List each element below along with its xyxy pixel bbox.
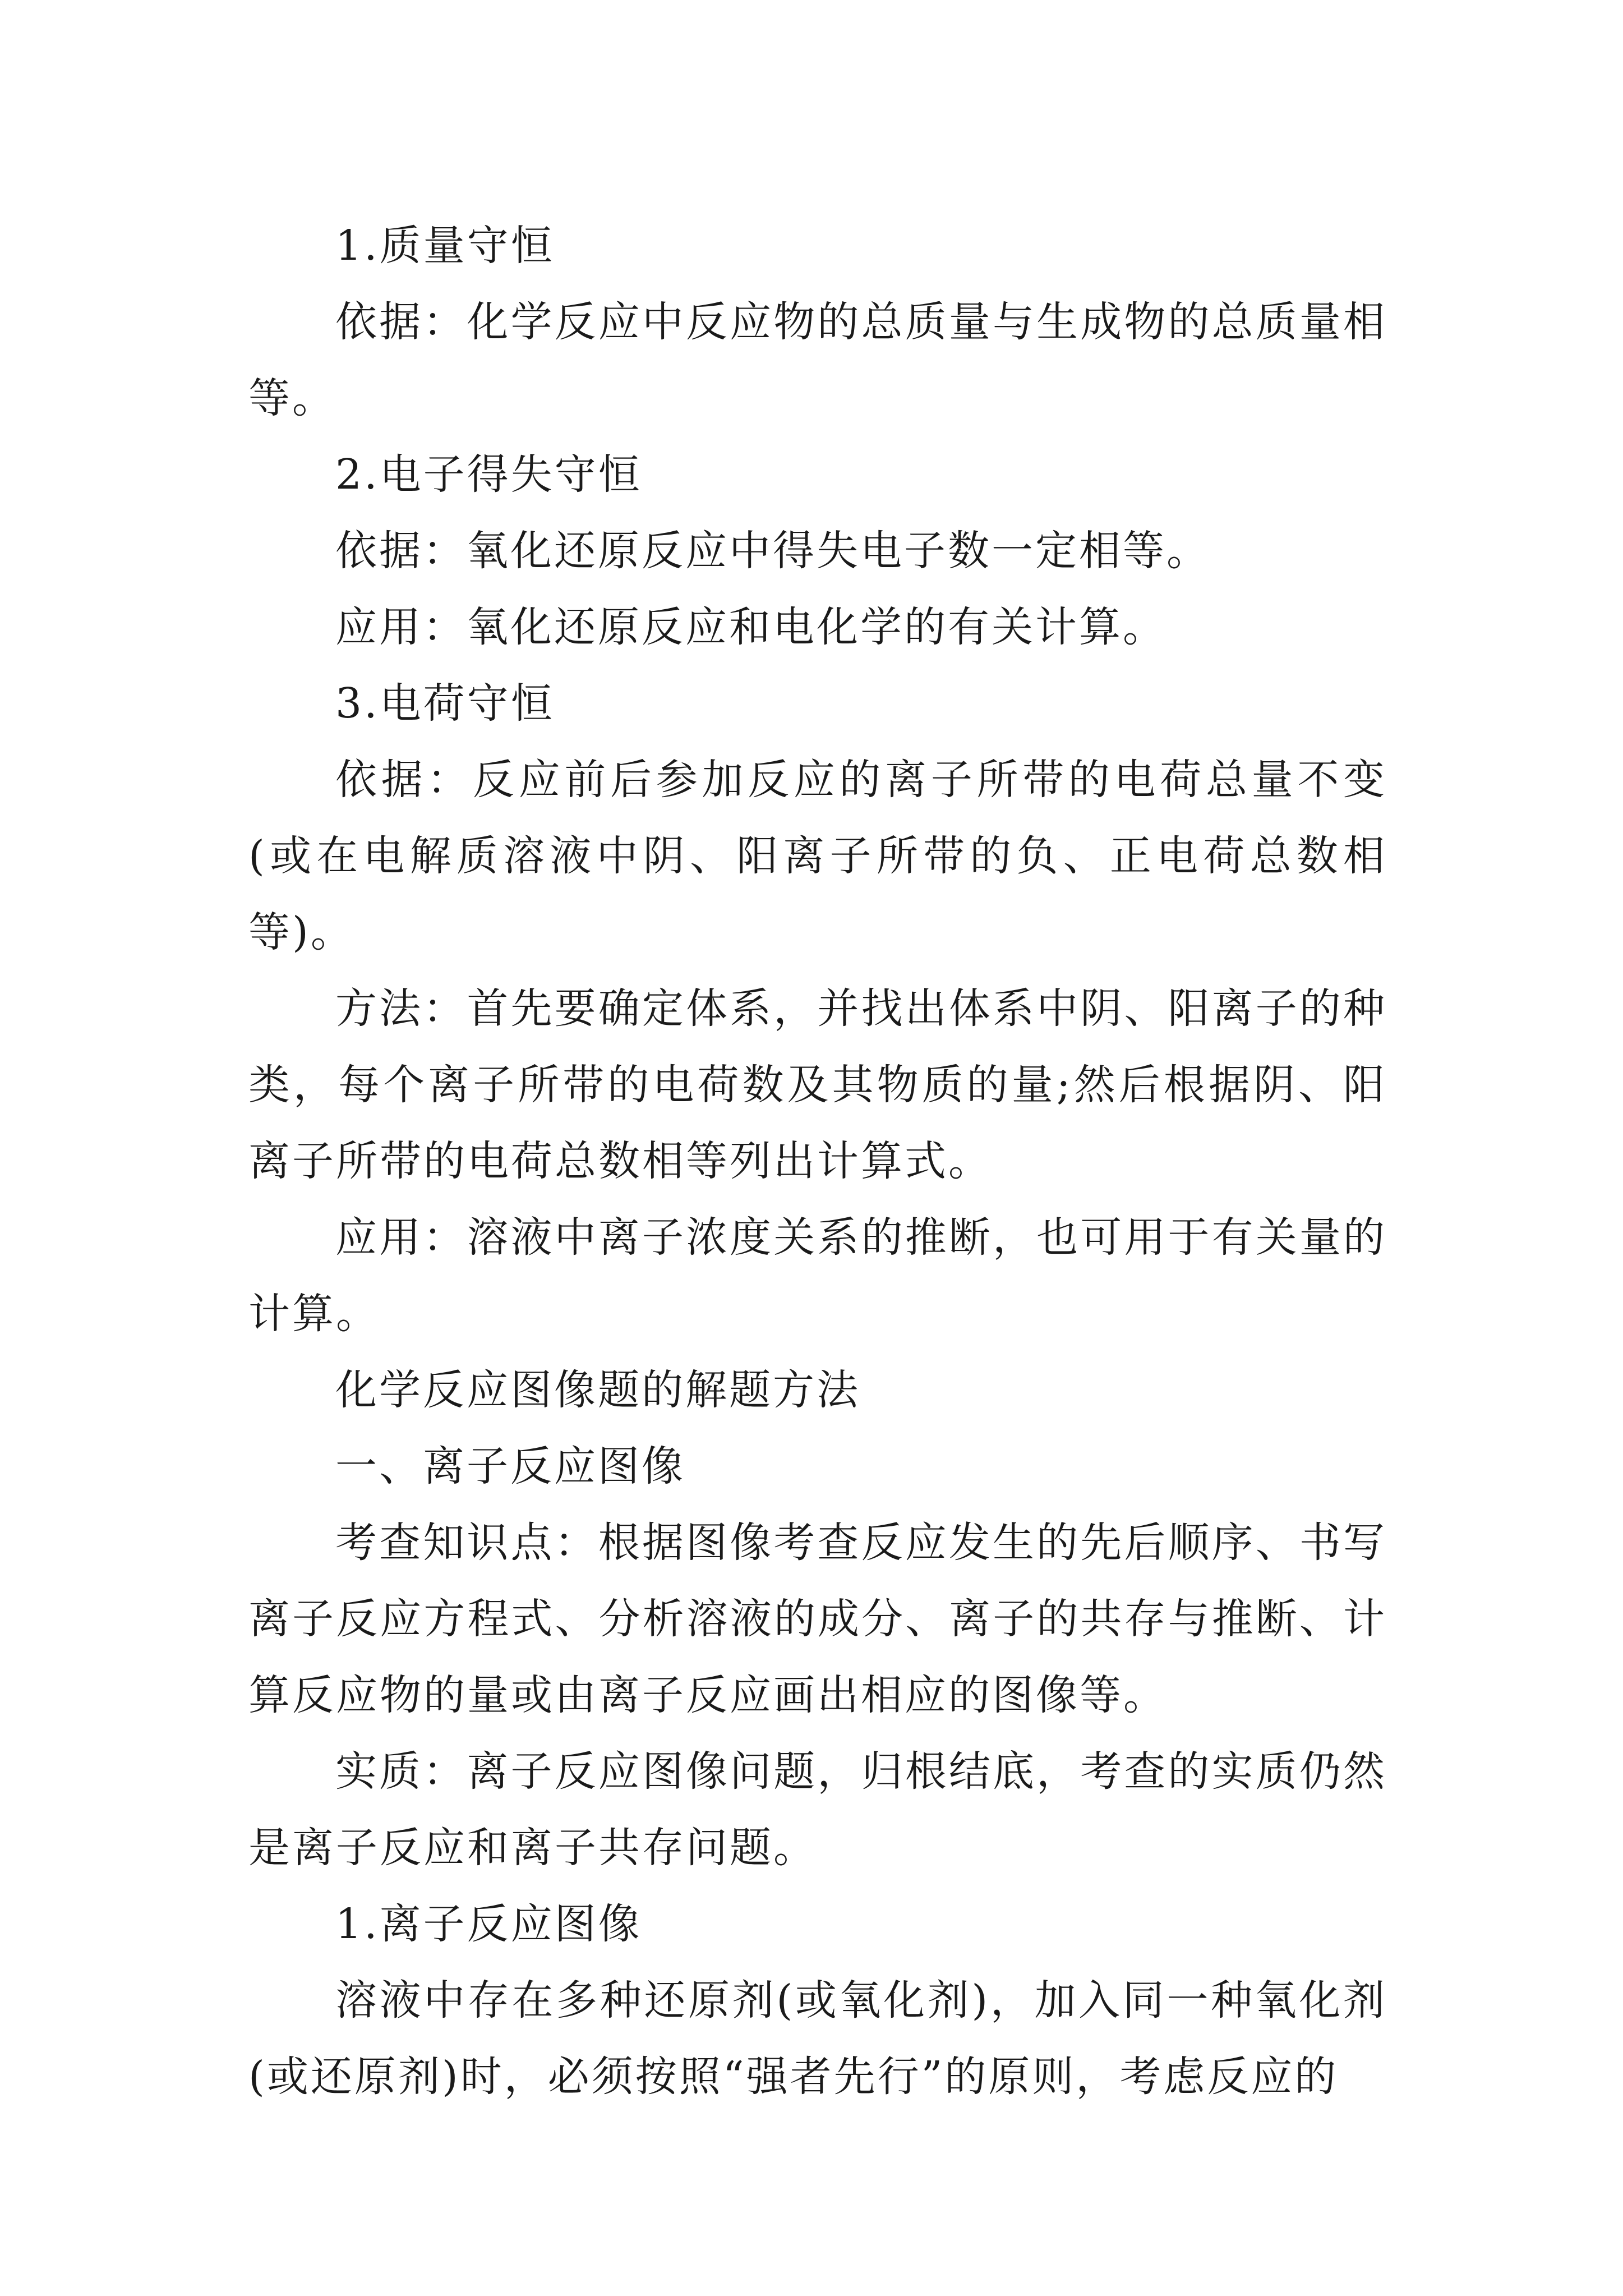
heading-electron-conservation: 2.电子得失守恒 (335, 450, 642, 499)
paragraph-essence: 实质：离子反应图像问题，归根结底，考查的实质仍然是离子反应和离子共存问题。 (248, 1747, 1387, 1872)
paragraph-strong-first: 溶液中存在多种还原剂(或氧化剂)，加入同一种氧化剂(或还原剂)时，必须按照“强者先行”的原则，考虑反应的 (248, 1976, 1387, 2101)
heading-charge-conservation: 3.电荷守恒 (335, 679, 555, 728)
paragraph-charge-method: 方法：首先要确定体系，并找出体系中阴、阳离子的种类，每个离子所带的电荷数及其物质的量;然后根据阴、阳离子所带的电荷总数相等列出计算式。 (248, 984, 1387, 1185)
section-title-graph-methods: 化学反应图像题的解题方法 (335, 1366, 860, 1414)
paragraph-electron-basis: 依据：氧化还原反应中得失电子数一定相等。 (335, 527, 1210, 575)
paragraph-charge-basis: 依据：反应前后参加反应的离子所带的电荷总量不变(或在电解质溶液中阴、阳离子所带的负、正电荷总数相等)。 (248, 756, 1387, 956)
paragraph-electron-application: 应用：氧化还原反应和电化学的有关计算。 (335, 603, 1166, 651)
document-body (248, 208, 1387, 2115)
paragraph-mass-basis: 依据：化学反应中反应物的总质量与生成物的总质量相等。 (248, 298, 1387, 422)
heading-mass-conservation: 1.质量守恒 (335, 222, 555, 270)
paragraph-charge-application: 应用：溶液中离子浓度关系的推断，也可用于有关量的计算。 (248, 1213, 1387, 1338)
heading-ion-reaction-graph: 一、离子反应图像 (335, 1442, 685, 1490)
subheading-ion-reaction-graph: 1.离子反应图像 (335, 1900, 642, 1948)
paragraph-knowledge-points: 考查知识点：根据图像考查反应发生的先后顺序、书写离子反应方程式、分析溶液的成分、离子的共存与推断、计算反应物的量或由离子反应画出相应的图像等。 (248, 1519, 1387, 1719)
